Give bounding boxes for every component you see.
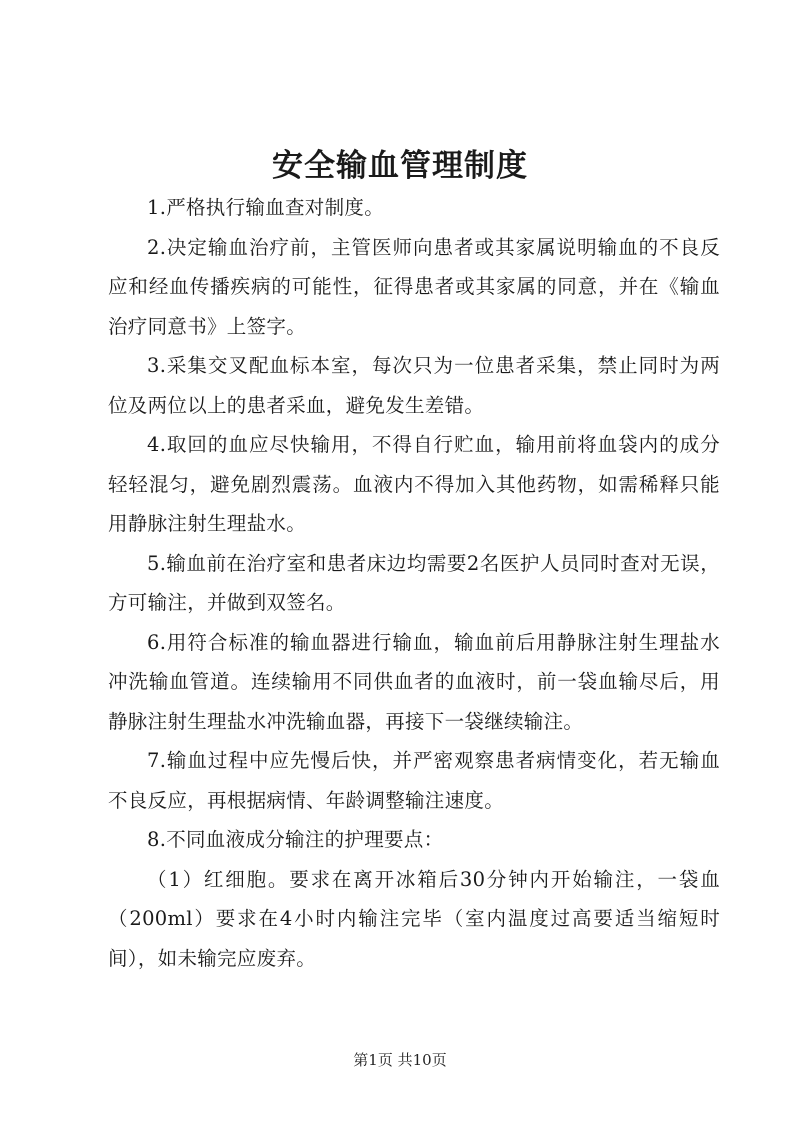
document-title: 安全输血管理制度	[272, 148, 528, 184]
paragraph-8: 8.不同血液成分输注的护理要点：	[147, 828, 444, 851]
page-number-footer: 第1页 共10页	[353, 1051, 447, 1069]
document-body	[108, 188, 720, 978]
paragraph-1: 1.严格执行输血查对制度。	[147, 196, 385, 219]
paragraph-7: 7.输血过程中应先慢后快，并严密观察患者病情变化，若无输血不良反应，再根据病情、年龄调整输注速度。	[108, 749, 720, 812]
paragraph-6: 6.用符合标准的输血器进行输血，输血前后用静脉注射生理盐水冲洗输血管道。连续输用不同供血者的血液时，前一袋血输尽后，用静脉注射生理盐水冲洗输血器，再接下一袋继续输注。	[108, 630, 720, 733]
paragraph-5: 5.输血前在治疗室和患者床边均需要2名医护人员同时查对无误，方可输注，并做到双签名。	[108, 551, 720, 614]
paragraph-2: 2.决定输血治疗前，主管医师向患者或其家属说明输血的不良反应和经血传播疾病的可能性，征得患者或其家属的同意，并在《输血治疗同意书》上签字。	[108, 235, 720, 338]
paragraph-3: 3.采集交叉配血标本室，每次只为一位患者采集，禁止同时为两位及两位以上的患者采血，避免发生差错。	[108, 354, 720, 417]
paragraph-9: （1）红细胞。要求在离开冰箱后30分钟内开始输注，一袋血（200ml）要求在4小时内输注完毕（室内温度过高要适当缩短时间），如未输完应废弃。	[108, 867, 720, 970]
paragraph-4: 4.取回的血应尽快输用，不得自行贮血，输用前将血袋内的成分轻轻混匀，避免剧烈震荡。血液内不得加入其他药物，如需稀释只能用静脉注射生理盐水。	[108, 433, 720, 535]
